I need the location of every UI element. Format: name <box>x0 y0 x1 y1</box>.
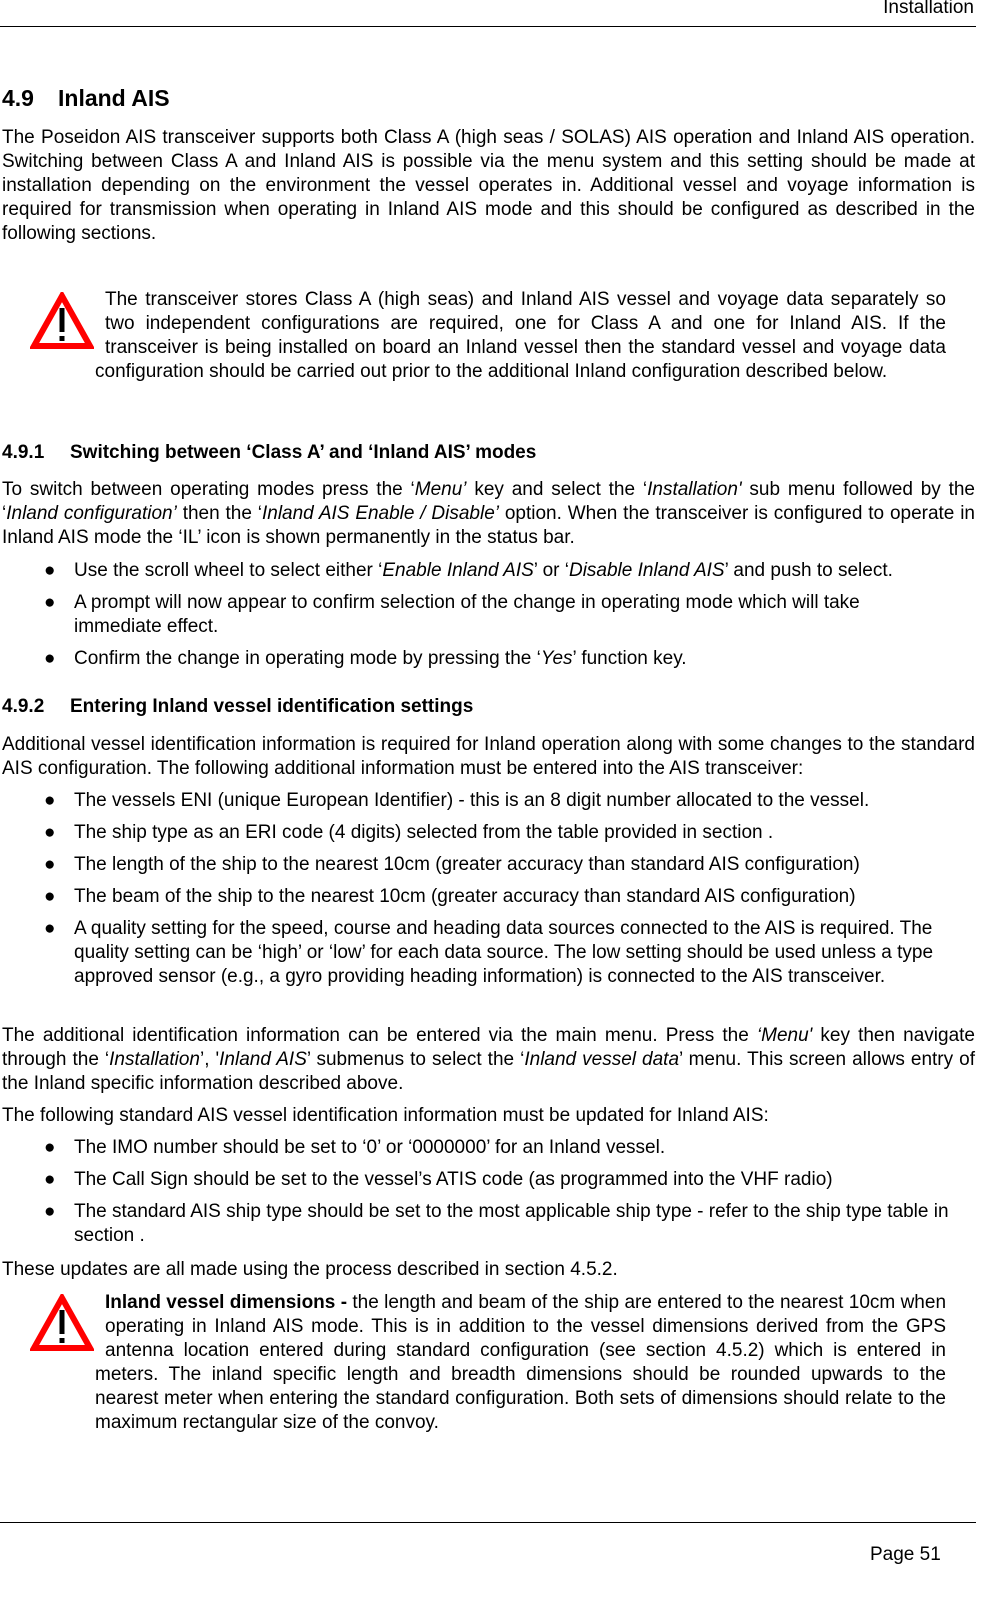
warning-icon <box>30 292 94 350</box>
list-item: ● The beam of the ship to the nearest 10cm (greater accuracy than standard AIS configuration) <box>44 886 856 907</box>
list-item: ● A prompt will now appear to confirm selection of the change in operating mode which will take immediate effect. <box>44 592 860 637</box>
section-number: 4.9 <box>2 85 34 111</box>
warning-text: the length and beam of the ship are entered to the nearest 10cm when operating in Inland AIS mode. This is in addition to the vessel dimensions derived from the GPS antenna location entered during standard configuration (see section 4.5.2) which is entered in meters. The inland specific length and breadth dimensions should be rounded upwards to the nearest meter when entering the standard configuration. Both sets of dimensions should relate to the maximum rectangular size of the convoy. <box>95 1292 947 1433</box>
list-item: ● The Call Sign should be set to the vessel’s ATIS code (as programmed into the VHF radio) <box>44 1169 833 1190</box>
list-item: ● The ship type as an ERI code (4 digits) selected from the table provided in section . <box>44 822 774 843</box>
list-item: ● The IMO number should be set to ‘0’ or ‘0000000’ for an Inland vessel. <box>44 1137 666 1158</box>
bullet-list <box>0 559 975 679</box>
list-item: ● A quality setting for the speed, course and heading data sources connected to the AIS is required. The quality setting can be ‘high’ or ‘low’ for each data source. The low setting should be used unless a type approved sensor (e.g., a gyro providing heading information) is connected to the AIS transceiver. <box>44 918 934 987</box>
header-title: Installation <box>883 0 974 18</box>
subsection-title: Switching between ‘Class A’ and ‘Inland AIS’ modes <box>70 442 537 463</box>
list-item: ● The length of the ship to the nearest 10cm (greater accuracy than standard AIS configuration) <box>44 854 860 875</box>
list-item: ● Confirm the change in operating mode by pressing the ‘Yes’ function key. <box>44 648 687 669</box>
subsection-number: 4.9.1 <box>2 442 45 463</box>
warning-text: The transceiver stores Class A (high seas) and Inland AIS vessel and voyage data separately so two independent configurations are required, one for Class A and one for Inland AIS. If the transceiver is being installed on board an Inland vessel then the standard vessel and voyage data configuration should be carried out prior to the additional Inland configuration described below. <box>95 289 946 382</box>
paragraph: These updates are all made using the process described in section 4.5.2. <box>2 1259 618 1280</box>
footer-rule <box>0 1522 976 1523</box>
paragraph: Additional vessel identification information is required for Inland operation along with some changes to the standard AIS configuration. The following additional information must be entered into the AIS transceiver: <box>2 734 975 779</box>
bullet-list <box>0 1136 975 1256</box>
intro-paragraph: The Poseidon AIS transceiver supports both Class A (high seas / SOLAS) AIS operation and Inland AIS operation. Switching between Class A and Inland AIS is possible via the menu system and this setting should be made at installation depending on the environment the vessel operates in. Additional vessel and voyage information is required for transmission when operating in Inland AIS mode and this should be configured as described in the following sections. <box>2 127 975 244</box>
subsection-number: 4.9.2 <box>2 696 45 717</box>
section-heading <box>2 85 170 112</box>
warning-note-2 <box>95 1291 946 1435</box>
subsection-title: Entering Inland vessel identification settings <box>70 696 474 717</box>
paragraph: To switch between operating modes press the ‘Menu’ key and select the ‘Installation' sub menu followed by the ‘Inland configuration’ then the ‘Inland AIS Enable / Disable’ option. When the transceiver is configured to operate in Inland AIS mode the ‘IL’ icon is shown permanently in the status bar. <box>2 479 975 548</box>
list-item: ● The vessels ENI (unique European Identifier) - this is an 8 digit number allocated to the vessel. <box>44 790 870 811</box>
bullet-list <box>0 789 975 997</box>
paragraph: The additional identification information can be entered via the main menu. Press the ‘Menu' key then navigate through the ‘Installation’, 'Inland AIS’ submenus to select the ‘Inland vessel data’ menu. This screen allows entry of the Inland specific information described above. <box>2 1025 976 1094</box>
subsection-heading <box>2 442 536 464</box>
warning-icon <box>30 1294 94 1352</box>
list-item: ● Use the scroll wheel to select either ‘Enable Inland AIS’ or ‘Disable Inland AIS’ and push to select. <box>44 560 893 581</box>
warning-note-1 <box>95 288 946 384</box>
header-rule <box>0 26 976 27</box>
list-item: ● The standard AIS ship type should be set to the most applicable ship type - refer to the ship type table in section . <box>44 1201 949 1246</box>
warning-title: Inland vessel dimensions - <box>105 1292 348 1313</box>
subsection-heading <box>2 696 473 718</box>
paragraph: The following standard AIS vessel identification information must be updated for Inland AIS: <box>2 1105 769 1126</box>
section-title: Inland AIS <box>58 85 170 111</box>
page-number: Page 51 <box>870 1544 941 1565</box>
